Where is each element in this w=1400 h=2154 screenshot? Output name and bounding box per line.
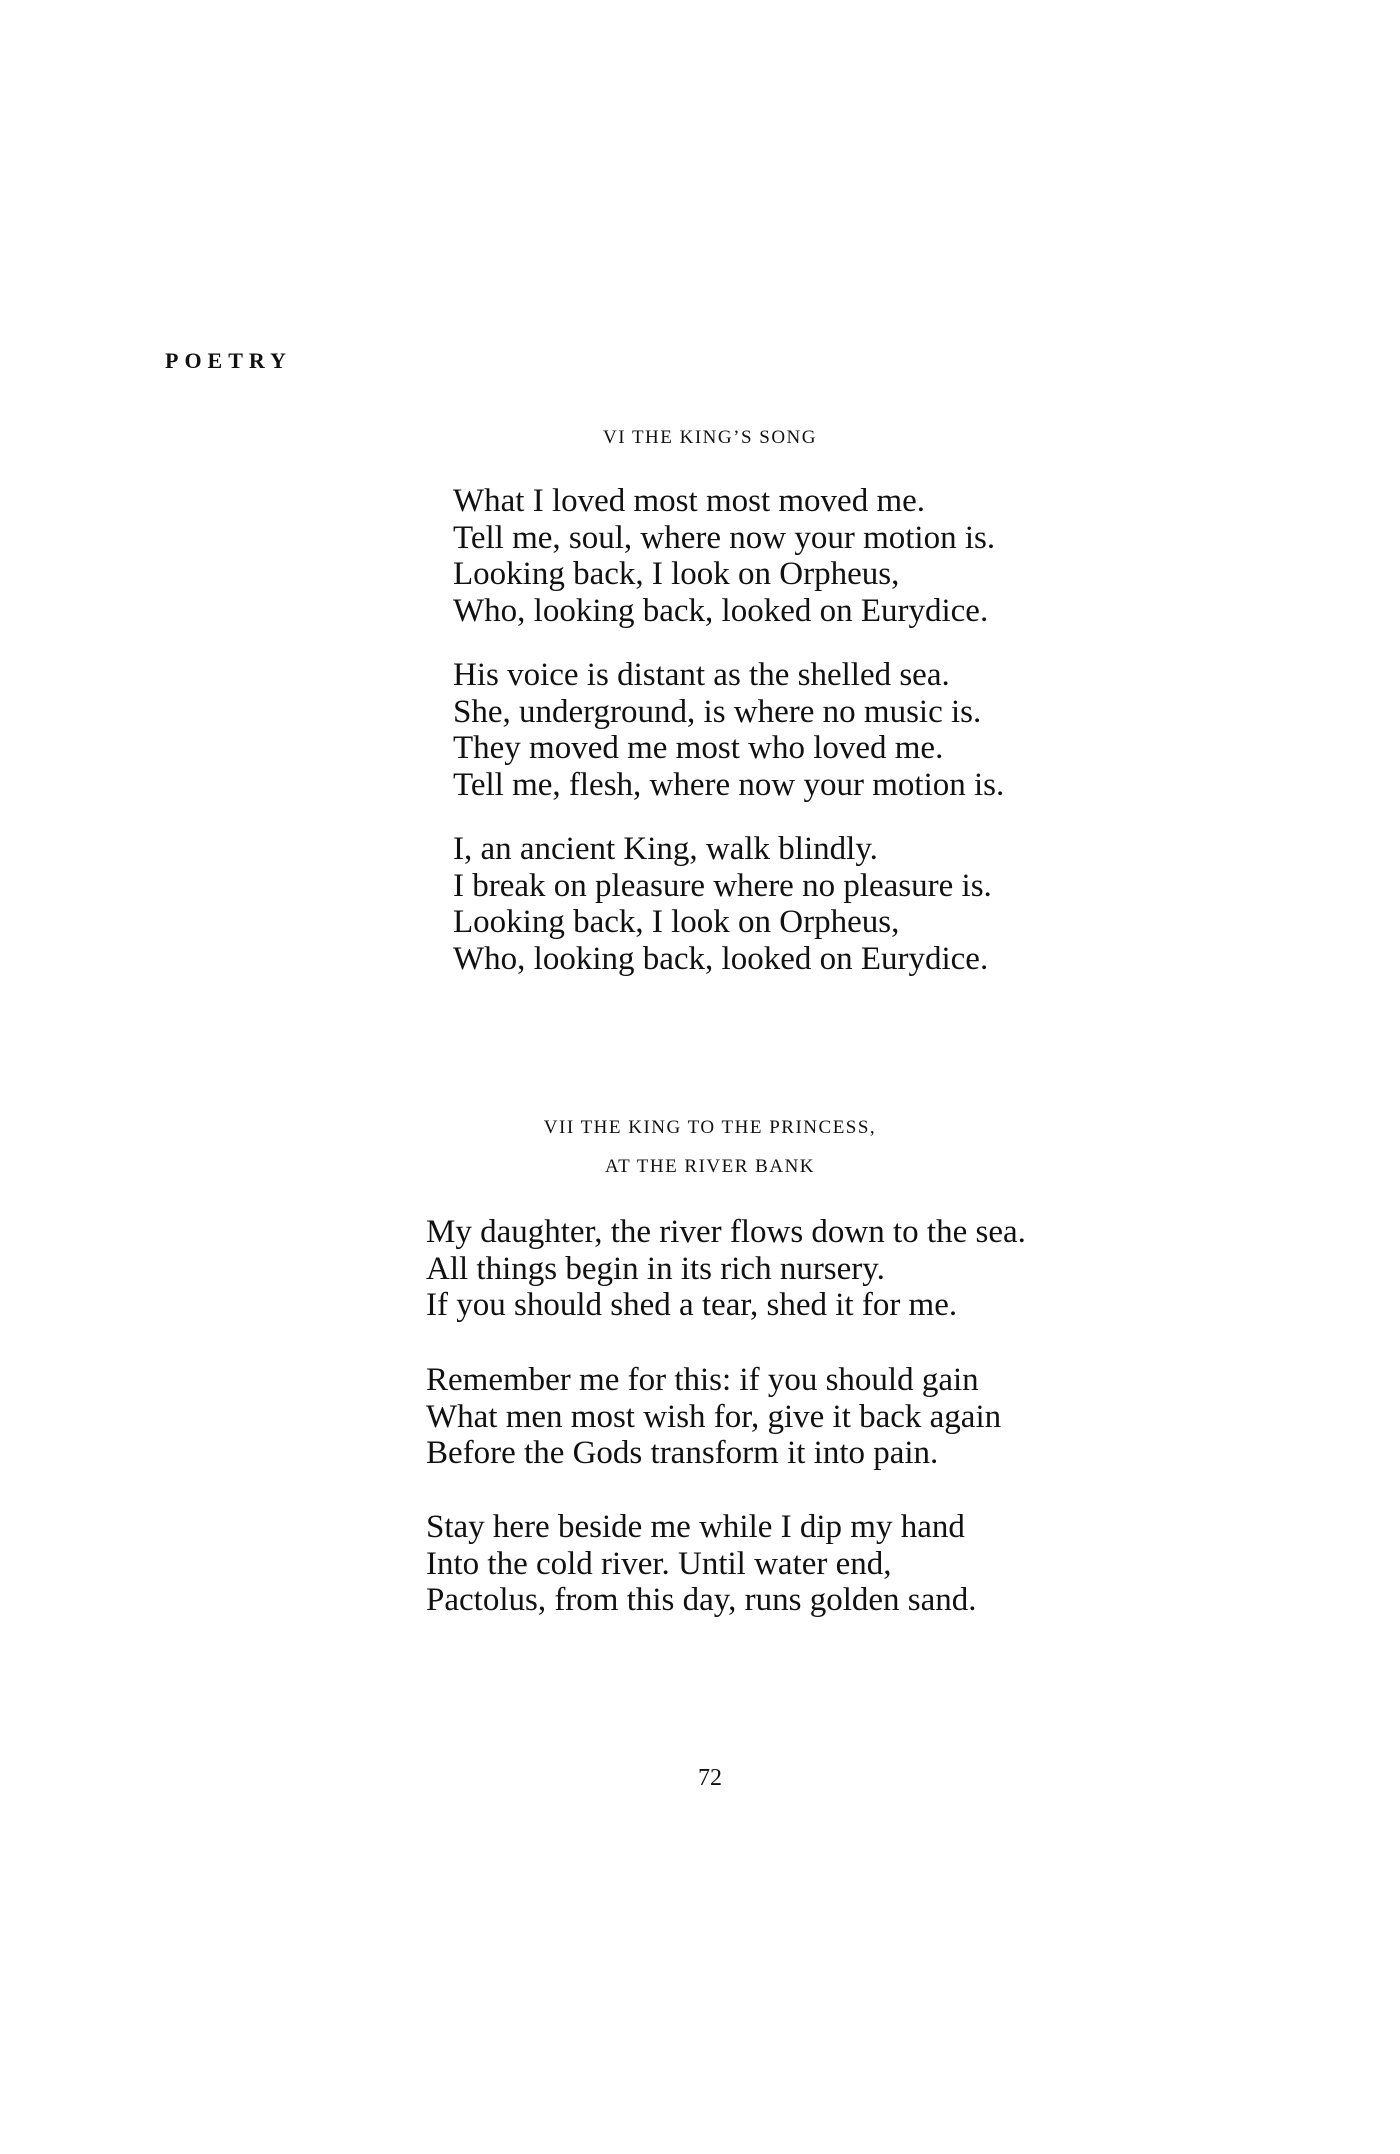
poem-vii-title-line-1: VII THE KING TO THE PRINCESS, — [543, 1117, 877, 1138]
poem-vii-stanza-1 — [426, 1214, 1026, 1324]
poem-vi-title: VI THE KING’S SONG — [602, 427, 817, 448]
poem-line: Who, looking back, looked on Eurydice. — [453, 940, 989, 977]
poem-line: I break on pleasure where no pleasure is. — [453, 867, 992, 904]
poem-line: Tell me, soul, where now your motion is. — [453, 519, 996, 556]
poem-line: Tell me, flesh, where now your motion is. — [453, 766, 1005, 803]
poem-line: I, an ancient King, walk blindly. — [453, 831, 878, 867]
running-head: POETRY — [165, 348, 292, 373]
poem-line: My daughter, the river flows down to the sea. — [426, 1214, 1026, 1250]
poem-line: Remember me for this: if you should gain — [426, 1362, 979, 1398]
poem-line: All things begin in its rich nursery. — [426, 1250, 885, 1287]
poem-line: His voice is distant as the shelled sea. — [453, 657, 950, 693]
poem-line: What I loved most most moved me. — [453, 483, 926, 519]
poem-vii-stanza-2 — [426, 1362, 1001, 1472]
poem-line: Pactolus, from this day, runs golden sand. — [426, 1582, 977, 1618]
poem-line: Stay here beside me while I dip my hand — [426, 1509, 965, 1545]
poem-line: She, underground, is where no music is. — [453, 693, 982, 730]
page-number: 72 — [698, 1765, 722, 1791]
poem-vi-stanza-3 — [453, 831, 992, 977]
poem-line: Who, looking back, looked on Eurydice. — [453, 592, 989, 629]
poem-line: They moved me most who loved me. — [453, 730, 944, 766]
poem-line: Before the Gods transform it into pain. — [426, 1435, 939, 1471]
poem-line: If you should shed a tear, shed it for me. — [426, 1287, 958, 1323]
poem-vi-stanza-1 — [453, 483, 995, 629]
poem-vii-stanza-3 — [426, 1509, 977, 1619]
poem-line: Looking back, I look on Orpheus, — [453, 904, 900, 940]
poem-vi-stanza-2 — [453, 657, 1004, 803]
poem-line: What men most wish for, give it back again — [426, 1398, 1002, 1435]
poem-vii-title-line-2: AT THE RIVER BANK — [604, 1156, 816, 1177]
poem-line: Into the cold river. Until water end, — [426, 1545, 892, 1582]
poem-line: Looking back, I look on Orpheus, — [453, 556, 900, 592]
